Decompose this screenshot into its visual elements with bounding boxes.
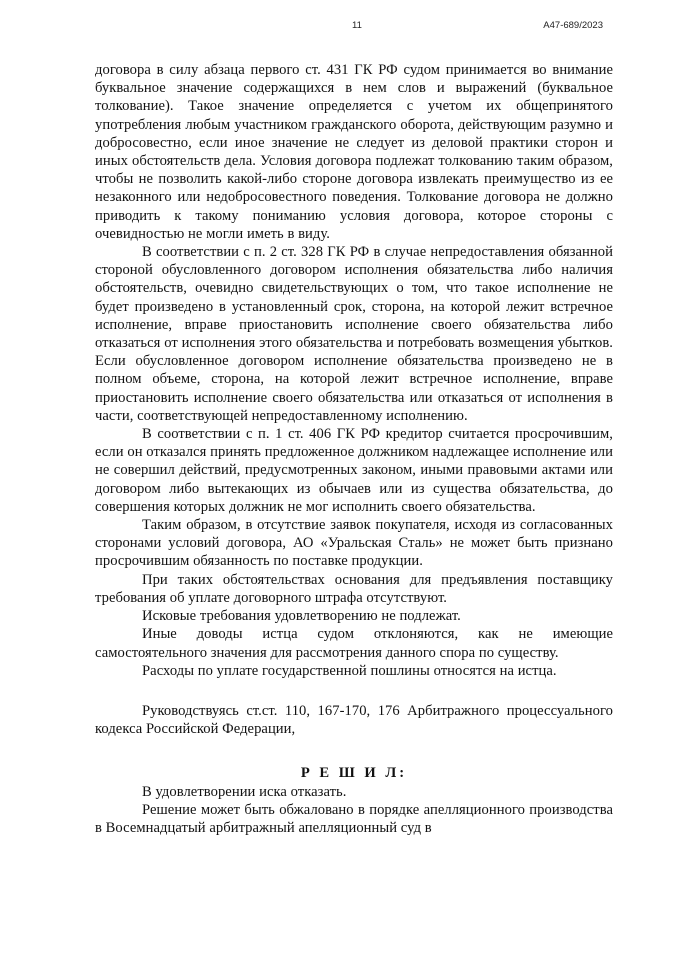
paragraph-article-406: В соответствии с п. 1 ст. 406 ГК РФ кредитор считается просрочившим, если он отказался принять предложенное должником надлежащее исполнение или не совершил действий, предусмотренных законом, иными правовыми актами или договором либо вытекающих из обычаев или из существа обязательства, до совершения которых должник не мог исполнить своего обязательства.: [95, 426, 613, 515]
paragraph-other-arguments: Иные доводы истца судом отклоняются, как не имеющие самостоятельного значения для рассмотрения данного спора по существу.: [95, 626, 613, 661]
document-body: [95, 61, 613, 837]
paragraph-guided-by: Руководствуясь ст.ст. 110, 167-170, 176 Арбитражного процессуального кодекса Российской Федерации,: [95, 702, 613, 738]
paragraph-conclusion: Таким образом, в отсутствие заявок покупателя, исходя из согласованных сторонами условий договора, АО «Уральская Сталь» не может быть признано просрочившим обязанность по поставке продукции.: [95, 517, 613, 570]
paragraph-claims-rejected: Исковые требования удовлетворению не подлежат.: [142, 608, 461, 625]
decision-heading: Р Е Ш И Л:: [300, 765, 408, 782]
paragraph-decision-appeal: Решение может быть обжаловано в порядке апелляционного производства в Восемнадцатый арбитражный апелляционный суд в: [95, 801, 613, 836]
paragraph-state-duty: Расходы по уплате государственной пошлины относятся на истца.: [142, 662, 557, 679]
paragraph-no-grounds: При таких обстоятельствах основания для предъявления поставщику требования об уплате договорного штрафа отсутствуют.: [95, 571, 613, 606]
spacer: [95, 738, 613, 764]
case-number: А47-689/2023: [543, 20, 603, 31]
spacer: [95, 680, 613, 702]
paragraph-article-328: В соответствии с п. 2 ст. 328 ГК РФ в случае непредоставления обязанной стороной обусловленного договором исполнения обязательства либо наличия обстоятельств, очевидно свидетельствующих о том, что такое исполнение не будет произведено в установленный срок, сторона, на которой лежит встречное исполнение, вправе приостановить исполнение своего обязательства либо отказаться от исполнения этого обязательства и потребовать возмещения убытков. Если обусловленное договором исполнение обязательства произведено не в полном объеме, сторона, на которой лежит встречное исполнение, вправе приостановить исполнение своего обязательства или отказаться от исполнения в части, соответствующей непредоставленному исполнению.: [95, 244, 613, 424]
page-header: [0, 20, 680, 34]
paragraph-contract-interpretation: договора в силу абзаца первого ст. 431 ГК РФ судом принимается во внимание буквальное значение содержащихся в нем слов и выражений (буквальное толкование). Такое значение определяется с учетом их общепринятого употребления любым участником гражданского оборота, действующим разумно и добросовестно, если иное значение не следует из деловой практики сторон и иных обстоятельств дела. Условия договора подлежат толкованию таким образом, чтобы не позволить какой-либо стороне договора извлекать преимущество из ее незаконного или недобросовестного поведения. Толкование договора не должно приводить к такому пониманию условия договора, которое стороны с очевидностью не могли иметь в виду.: [95, 62, 613, 242]
paragraph-decision-refuse: В удовлетворении иска отказать.: [142, 783, 347, 800]
page-number: 11: [352, 20, 362, 31]
